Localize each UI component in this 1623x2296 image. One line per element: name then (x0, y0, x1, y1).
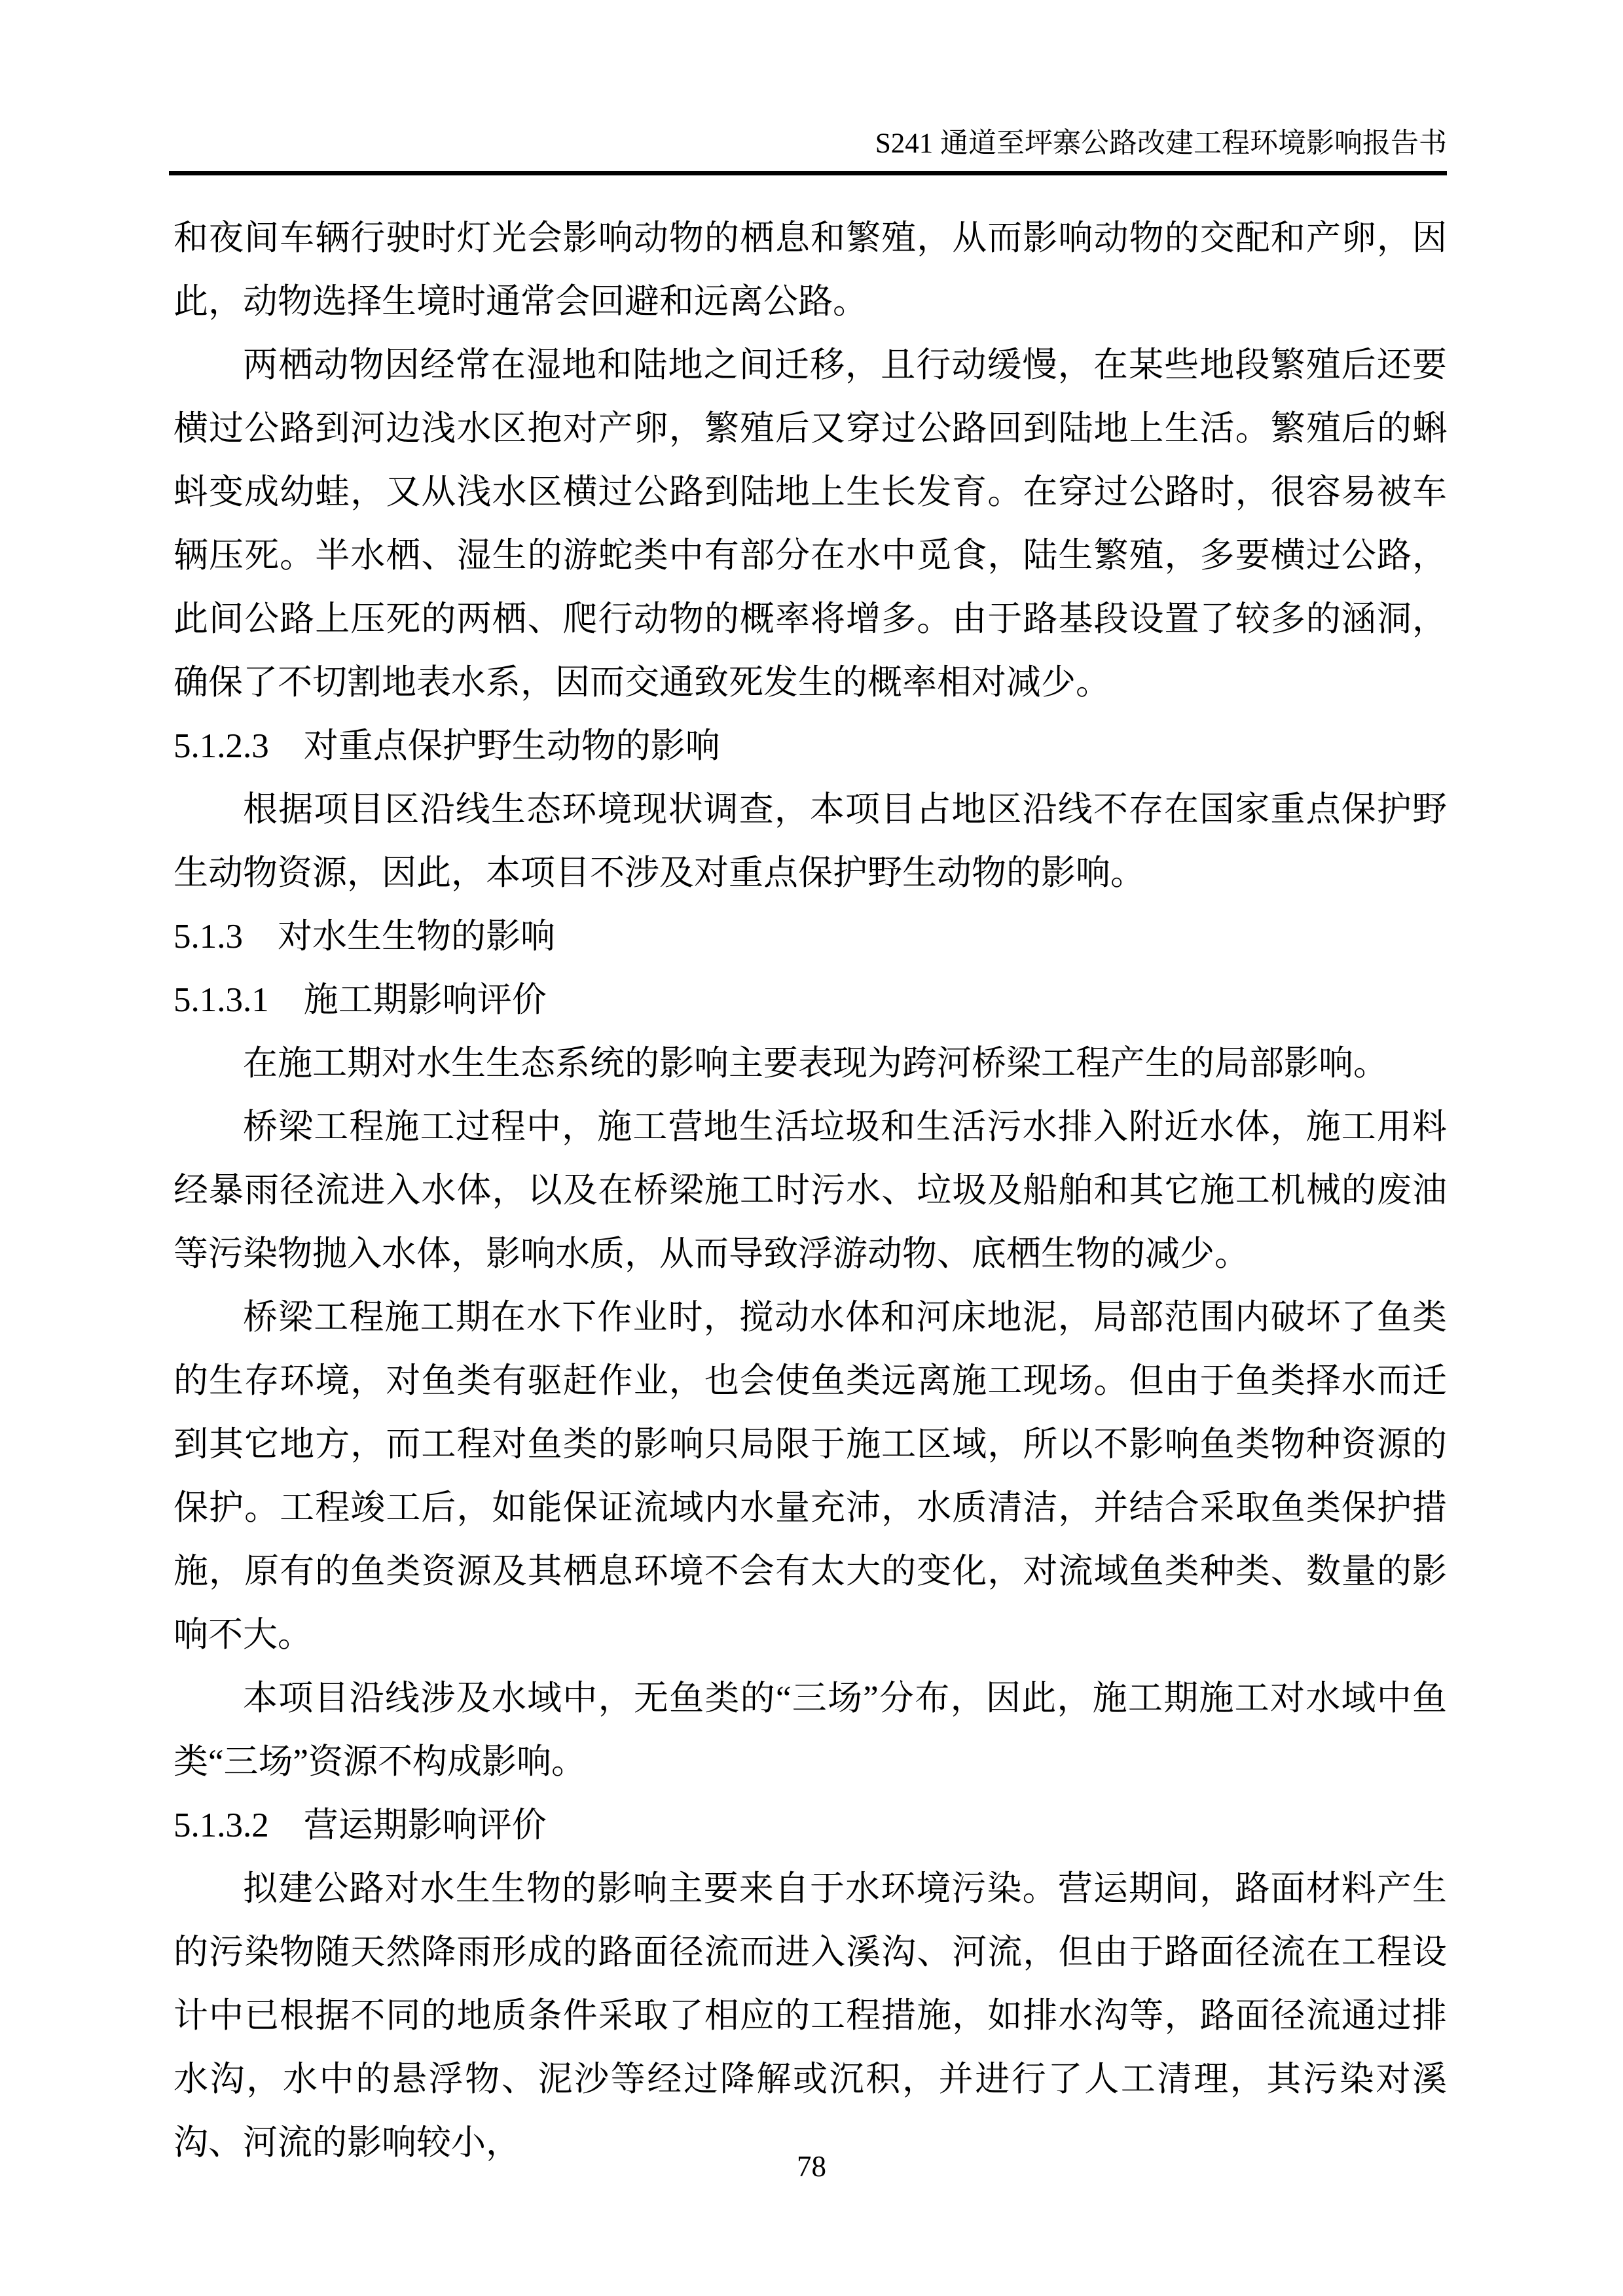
paragraph-amphibians-crossing: 两栖动物因经常在湿地和陆地之间迁移，且行动缓慢，在某些地段繁殖后还要横过公路到河边浅水区抱对产卵，繁殖后又穿过公路回到陆地上生活。繁殖后的蝌蚪变成幼蛙，又从浅水区横过公路到陆地上生长发育。在穿过公路时，很容易被车辆压死。半水栖、湿生的游蛇类中有部分在水中觅食，陆生繁殖，多要横过公路，此间公路上压死的两栖、爬行动物的概率将增多。由于路基段设置了较多的涵洞，确保了不切割地表水系，因而交通致死发生的概率相对减少。 (173, 346, 1447, 702)
paragraph-bridge-construction-pollution: 桥梁工程施工过程中，施工营地生活垃圾和生活污水排入附近水体，施工用料经暴雨径流进入水体，以及在桥梁施工时污水、垃圾及船舶和其它施工机械的废油等污染物抛入水体，影响水质，从而导致浮游动物、底栖生物的减少。 (173, 1108, 1447, 1273)
page-number: 78 (797, 2150, 826, 2183)
paragraph-underwater-works-fish: 桥梁工程施工期在水下作业时，搅动水体和河床地泥，局部范围内破坏了鱼类的生存环境，对鱼类有驱赶作业，也会使鱼类远离施工现场。但由于鱼类择水而迁到其它地方，而工程对鱼类的影响只局限于施工区域，所以不影响鱼类物种资源的保护。工程竣工后，如能保证流域内水量充沛，水质清洁，并结合采取鱼类保护措施，原有的鱼类资源及其栖息环境不会有太大的变化，对流域鱼类种类、数量的影响不大。 (173, 1299, 1447, 1654)
section-heading-5-1-3-2: 5.1.3.2 营运期影响评价 (173, 1806, 547, 1844)
header-title: S241 通道至坪寨公路改建工程环境影响报告书 (875, 128, 1447, 159)
section-heading-5-1-3: 5.1.3 对水生生物的影响 (173, 918, 555, 956)
paragraph-night-traffic-continuation: 和夜间车辆行驶时灯光会影响动物的栖息和繁殖，从而影响动物的交配和产卵，因此，动物选择生境时通常会回避和远离公路。 (173, 219, 1447, 321)
paragraph-operation-runoff-pollution: 拟建公路对水生生物的影响主要来自于水环境污染。营运期间，路面材料产生的污染物随天然降雨形成的路面径流而进入溪沟、河流，但由于路面径流在工程设计中已根据不同的地质条件采取了相应的工程措施，如排水沟等，路面径流通过排水沟，水中的悬浮物、泥沙等经过降解或沉积，并进行了人工清理，其污染对溪沟、河流的影响较小， (173, 1870, 1447, 2162)
paragraph-fish-three-grounds: 本项目沿线涉及水域中，无鱼类的“三场”分布，因此，施工期施工对水域中鱼类“三场”资源不构成影响。 (173, 1679, 1447, 1781)
paragraph-protected-wildlife: 根据项目区沿线生态环境现状调查，本项目占地区沿线不存在国家重点保护野生动物资源，因此，本项目不涉及对重点保护野生动物的影响。 (173, 791, 1447, 892)
section-heading-5-1-3-1: 5.1.3.1 施工期影响评价 (173, 981, 547, 1019)
paragraph-construction-aquatic-impact: 在施工期对水生生态系统的影响主要表现为跨河桥梁工程产生的局部影响。 (243, 1045, 1388, 1083)
header-rule-divider (169, 171, 1447, 175)
section-heading-5-1-2-3: 5.1.2.3 对重点保护野生动物的影响 (173, 727, 720, 765)
document-body (173, 207, 1447, 2175)
